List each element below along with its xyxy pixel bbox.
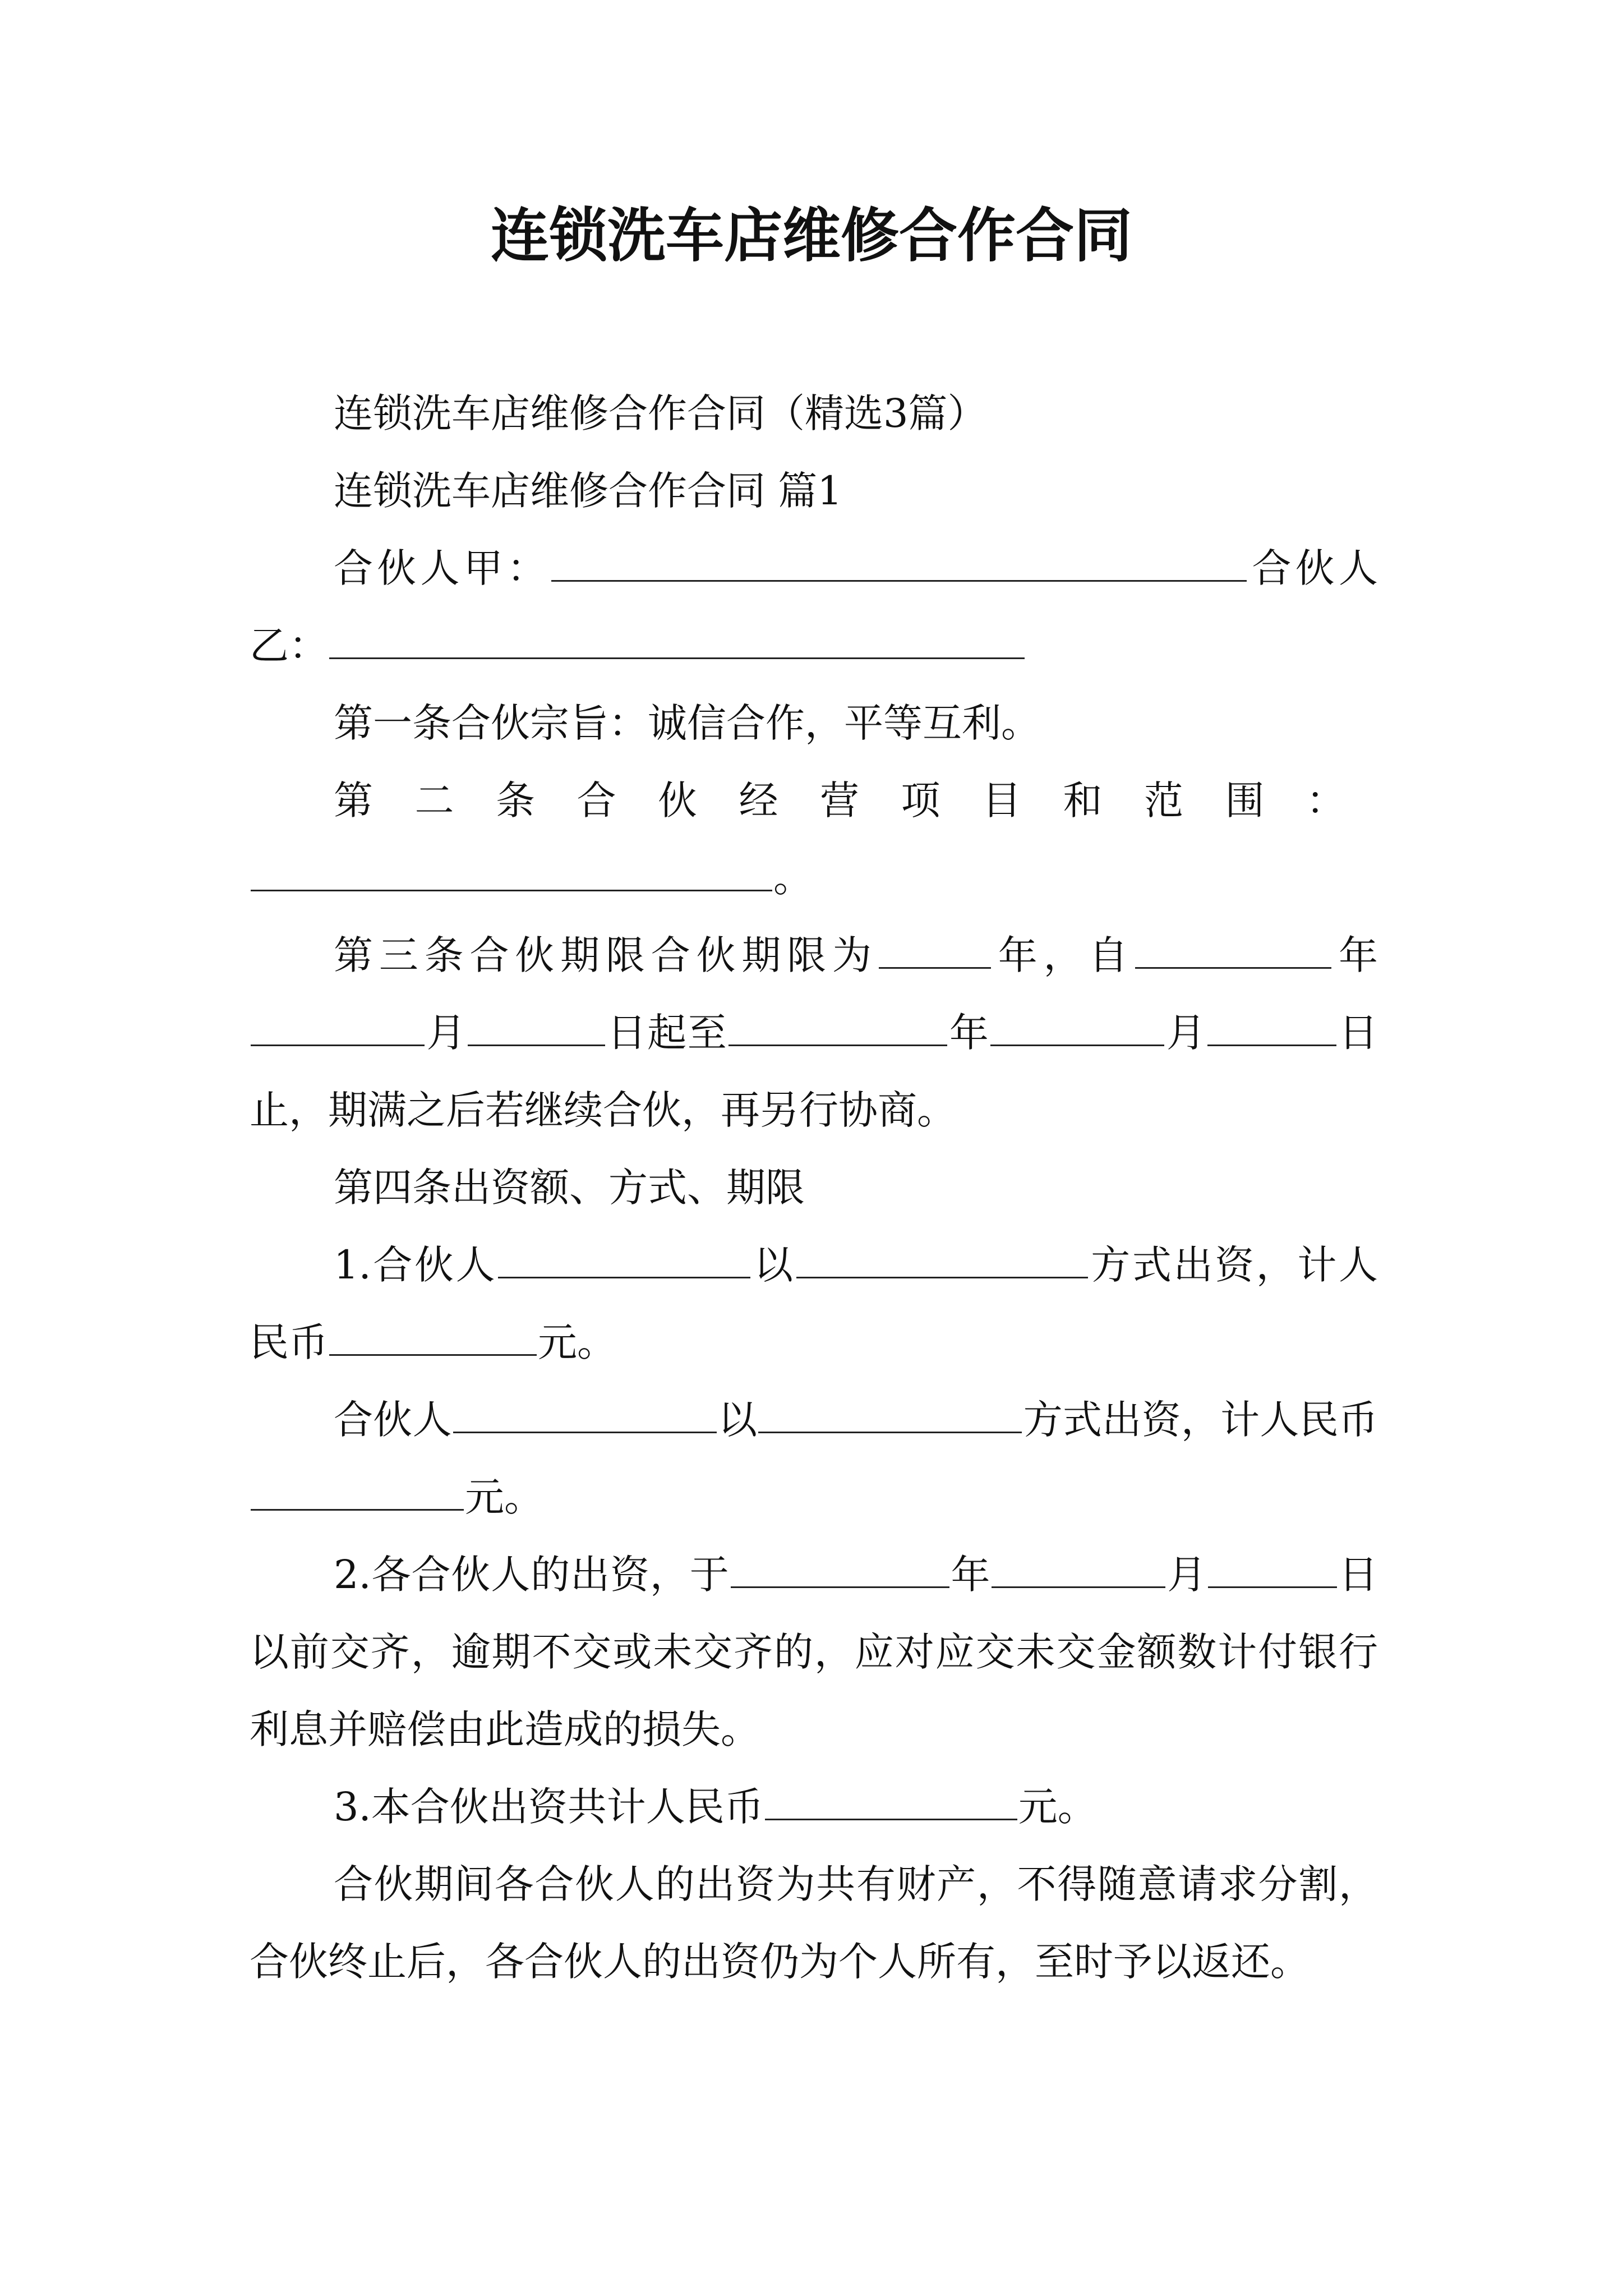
item-1b-text-a: 合伙人 — [334, 1397, 452, 1443]
item-2 — [250, 1536, 1378, 1768]
party-b-label: 合伙人乙： — [250, 545, 1378, 669]
article-4: 第四条出资额、方式、期限 — [334, 1165, 805, 1211]
item-1b-method-blank — [758, 1396, 1022, 1433]
item-2-text-d: 日以前交齐，逾期不交或未交齐的，应对应交未交金额数计付银行利息并赔偿由此造成的损失。 — [250, 1552, 1378, 1752]
article-2-end: 。 — [773, 855, 813, 901]
article-2-text: 第二条合伙经营项目和范围： — [334, 777, 1378, 823]
item-3-amount-blank — [765, 1783, 1017, 1820]
item-1-text-b: 以 — [751, 1242, 795, 1288]
item-1b-text-c: 方式出资，计人民币 — [1023, 1397, 1378, 1443]
section-heading: 连锁洗车店维修合作合同 篇1 — [334, 468, 842, 514]
item-2-text-a: 2.各合伙人的出资，于 — [334, 1552, 730, 1598]
article-3-text-c: 年 — [1332, 932, 1378, 978]
document-subtitle: 连锁洗车店维修合作合同（精选3篇） — [334, 390, 987, 436]
item-3-text-a: 3.本合伙出资共计人民币 — [334, 1784, 764, 1830]
start-year-blank — [1135, 931, 1331, 969]
item-1-text-a: 1.合伙人 — [334, 1242, 497, 1288]
party-a-blank — [551, 544, 1247, 582]
start-month-blank — [251, 1009, 425, 1046]
article-3-text-g: 月 — [1165, 1010, 1207, 1056]
item-1b-amount-blank — [251, 1473, 464, 1511]
item-1-text-d: 元。 — [538, 1319, 616, 1365]
item-1-text-c: 方式出资，计人民币 — [250, 1242, 1378, 1365]
article-3 — [250, 917, 1378, 1149]
item-3 — [250, 1768, 1378, 1846]
item-2-day-blank — [1208, 1550, 1337, 1588]
end-day-blank — [1207, 1009, 1336, 1046]
article-2-blank — [251, 854, 772, 891]
article-3-text-a: 第三条合伙期限合伙期限为 — [334, 932, 878, 978]
item-2-text-b: 年 — [950, 1552, 991, 1598]
article-2 — [250, 762, 1378, 839]
end-month-blank — [990, 1009, 1164, 1046]
start-day-blank — [468, 1009, 605, 1046]
final-paragraph: 合伙期间各合伙人的出资为共有财产，不得随意请求分割，合伙终止后，各合伙人的出资仍为个人所有，至时予以返还。 — [250, 1861, 1378, 1985]
item-2-text-c: 月 — [1166, 1552, 1207, 1598]
end-year-blank — [728, 1009, 947, 1046]
article-1: 第一条合伙宗旨：诚信合作，平等互利。 — [334, 700, 1040, 746]
item-1b-partner-blank — [453, 1396, 717, 1433]
article-3-text-d: 月 — [426, 1010, 467, 1056]
article-3-text-f: 年 — [948, 1010, 990, 1056]
item-1-amount-blank — [329, 1318, 537, 1356]
document-title: 连锁洗车店维修合作合同 — [490, 201, 1132, 270]
term-years-blank — [879, 931, 991, 969]
item-2-year-blank — [731, 1550, 949, 1588]
party-a-label: 合伙人甲： — [334, 545, 551, 591]
item-1-partner-blank — [498, 1241, 750, 1278]
item-1b-text-d: 元。 — [465, 1474, 543, 1520]
item-1b — [250, 1381, 1378, 1536]
article-3-text-b: 年，自 — [992, 932, 1135, 978]
item-1-method-blank — [796, 1241, 1088, 1278]
article-3-text-e: 日起至 — [606, 1010, 728, 1056]
item-1 — [250, 1226, 1378, 1381]
party-b-blank — [329, 622, 1025, 659]
item-1b-text-b: 以 — [717, 1397, 758, 1443]
item-2-month-blank — [992, 1550, 1165, 1588]
parties-paragraph — [250, 530, 1378, 684]
document-body — [250, 375, 1378, 2000]
article-3-text-h: 日止，期满之后若继续合伙，再另行协商。 — [250, 1010, 1378, 1133]
article-2-line2 — [250, 839, 1378, 917]
item-3-text-b: 元。 — [1018, 1784, 1097, 1830]
